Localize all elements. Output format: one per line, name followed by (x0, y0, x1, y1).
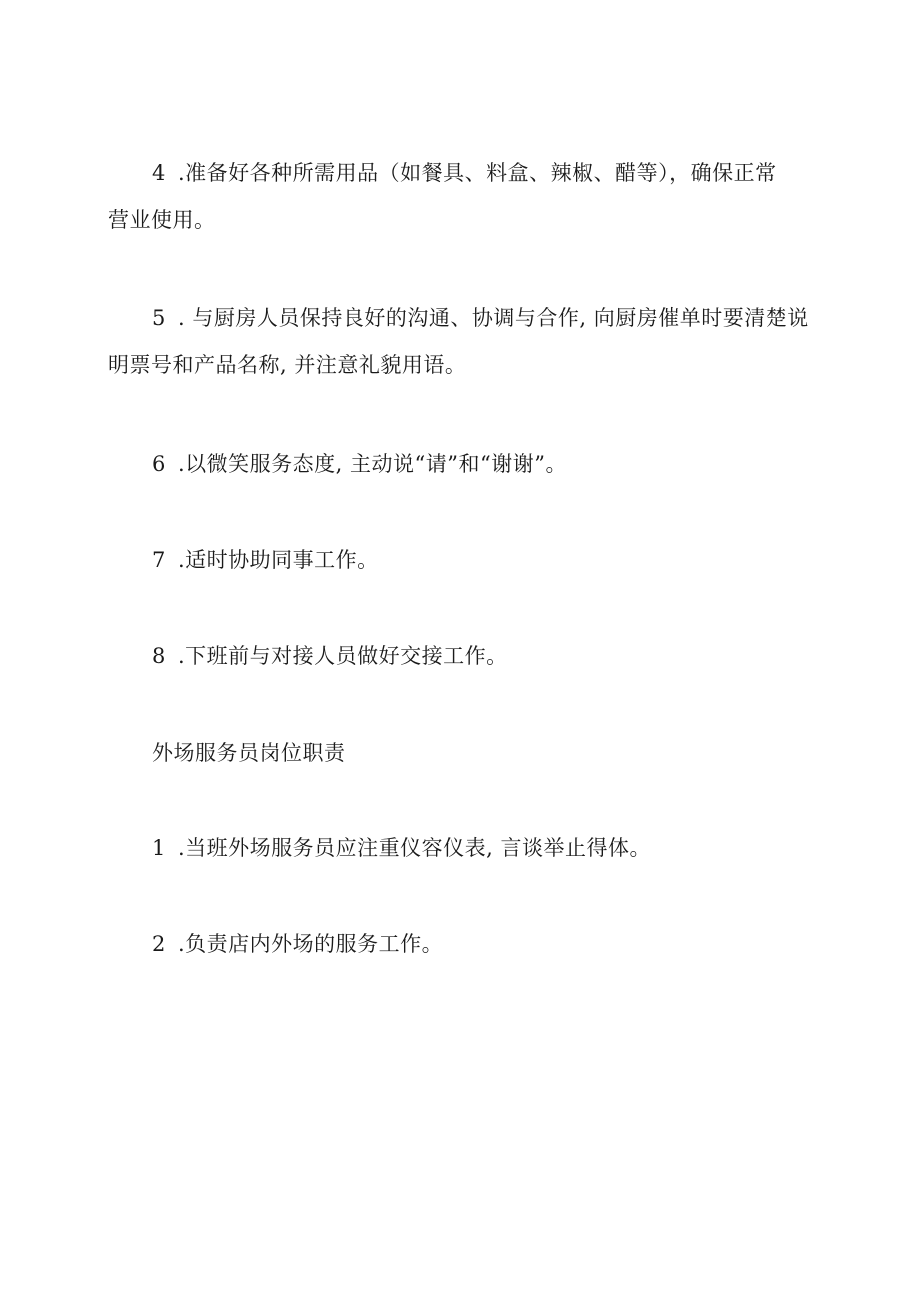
item-text: .准备好各种所需用品（如餐具、料盒、辣椒、醋等），确保正常 (178, 161, 777, 185)
duty-item-first-line (108, 825, 808, 872)
item-number: 5 (152, 306, 166, 330)
item-text: .下班前与对接人员做好交接工作。 (178, 644, 508, 668)
duty-item-7 (108, 537, 808, 584)
item-text: .负责店内外场的服务工作。 (178, 932, 444, 956)
item-text-continued: 营业使用。 (108, 208, 216, 232)
duty-item-1 (108, 825, 808, 872)
item-text: .以微笑服务态度, 主动说“请”和“谢谢”。 (178, 452, 567, 476)
duty-item-4 (108, 150, 808, 244)
duty-item-first-line (108, 633, 808, 680)
item-number: 7 (152, 548, 166, 572)
item-text: . 与厨房人员保持良好的沟通、协调与合作, 向厨房催单时要清楚说 (178, 306, 809, 330)
duty-item-5 (108, 295, 808, 389)
section-heading: 外场服务员岗位职责 (152, 741, 346, 765)
duty-item-first-line (108, 441, 808, 488)
item-number: 4 (152, 161, 166, 185)
item-number: 1 (152, 836, 166, 860)
item-text: .当班外场服务员应注重仪容仪表, 言谈举止得体。 (178, 836, 652, 860)
duty-item-first-line (108, 537, 808, 584)
item-text: .适时协助同事工作。 (178, 548, 379, 572)
duty-item-6 (108, 441, 808, 488)
duty-item-2 (108, 921, 808, 968)
item-number: 6 (152, 452, 166, 476)
item-number: 8 (152, 644, 166, 668)
duty-item-first-line (108, 150, 808, 197)
item-text-continued: 明票号和产品名称, 并注意礼貌用语。 (108, 353, 467, 377)
item-number: 2 (152, 932, 166, 956)
duty-item-first-line (108, 921, 808, 968)
duty-item-first-line (108, 295, 808, 342)
duty-item-8 (108, 633, 808, 680)
